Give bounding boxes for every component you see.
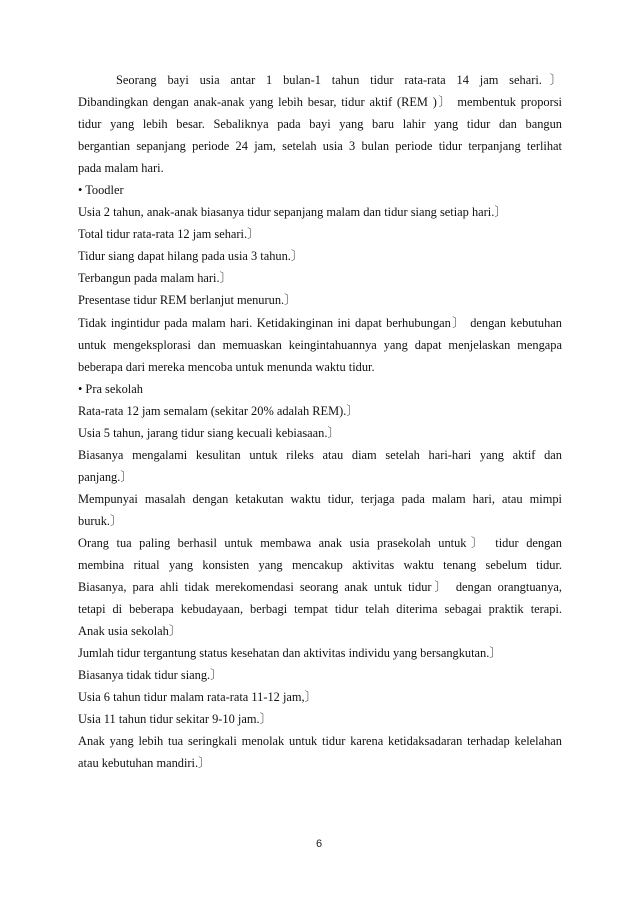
text-line: Usia 11 tahun tidur sekitar 9-10 jam.〕 [78, 712, 272, 727]
text-line: buruk.〕 [78, 513, 123, 528]
text-line: Mempunyai masalah dengan ketakutan waktu tidur, terjaga pada malam hari, atau mimpi [78, 491, 562, 506]
text-line: atau kebutuhan mandiri.〕 [78, 756, 211, 771]
text-line: Tidak ingintidur pada malam hari. Ketidakinginan ini dapat berhubungan〕 dengan kebutuhan [78, 315, 562, 330]
text-line: pada malam hari. [78, 161, 164, 176]
page-number: 6 [315, 838, 323, 850]
text-line: Seorang bayi usia antar 1 bulan-1 tahun tidur rata-rata 14 jam sehari.〕 [116, 73, 562, 87]
text-line: untuk mengeksplorasi dan memuaskan keingintahuannya yang dapat menjelaskan mengapa [78, 337, 562, 352]
body-text [78, 69, 562, 775]
text-line: Terbangun pada malam hari.〕 [78, 271, 232, 286]
text-line: Biasanya, para ahli tidak merekomendasi seorang anak untuk tidur〕 dengan orangtuanya, [78, 580, 562, 595]
text-line: Biasanya mengalami kesulitan untuk rileks atau diam setelah hari-hari yang aktif dan [78, 447, 562, 462]
text-line: beberapa dari mereka mencoba untuk menunda waktu tidur. [78, 359, 375, 374]
text-line: Total tidur rata-rata 12 jam sehari.〕 [78, 227, 260, 242]
text-line: Usia 2 tahun, anak-anak biasanya tidur sepanjang malam dan tidur siang setiap hari.〕 [78, 205, 507, 220]
text-line: Dibandingkan dengan anak-anak yang lebih besar, tidur aktif (REM )〕 membentuk proporsi [78, 95, 562, 110]
section-heading: • Toodler [78, 183, 124, 198]
text-line: Anak yang lebih tua seringkali menolak untuk tidur karena ketidaksadaran terhadap kelelahan [78, 734, 562, 749]
section-heading: Anak usia sekolah〕 [78, 624, 182, 639]
text-line: Biasanya tidak tidur siang.〕 [78, 668, 223, 683]
text-line: Rata-rata 12 jam semalam (sekitar 20% adalah REM).〕 [78, 403, 359, 418]
text-line: Orang tua paling berhasil untuk membawa anak usia prasekolah untuk〕 tidur dengan [78, 535, 562, 550]
text-line: bergantian sepanjang periode 24 jam, setelah usia 3 bulan periode tidur terpanjang terlihat [78, 139, 562, 154]
text-line: panjang.〕 [78, 469, 133, 484]
text-line: Presentase tidur REM berlanjut menurun.〕 [78, 293, 297, 308]
text-line: Usia 5 tahun, jarang tidur siang kecuali kebiasaan.〕 [78, 425, 340, 440]
text-line: Jumlah tidur tergantung status kesehatan dan aktivitas individu yang bersangkutan.〕 [78, 646, 502, 661]
text-line: Usia 6 tahun tidur malam rata-rata 11-12 jam,〕 [78, 690, 318, 705]
text-line: tidur yang lebih besar. Sebaliknya pada bayi yang baru lahir yang tidur dan bangun [78, 117, 562, 132]
text-line: Tidur siang dapat hilang pada usia 3 tahun.〕 [78, 249, 304, 264]
text-line: tetapi di beberapa kebudayaan, berbagi tempat tidur telah diterima sebagai praktik terapi. [78, 602, 562, 617]
text-line: membina ritual yang konsisten yang mencakup aktivitas waktu tenang sebelum tidur. [78, 558, 562, 573]
section-heading: • Pra sekolah [78, 381, 143, 396]
